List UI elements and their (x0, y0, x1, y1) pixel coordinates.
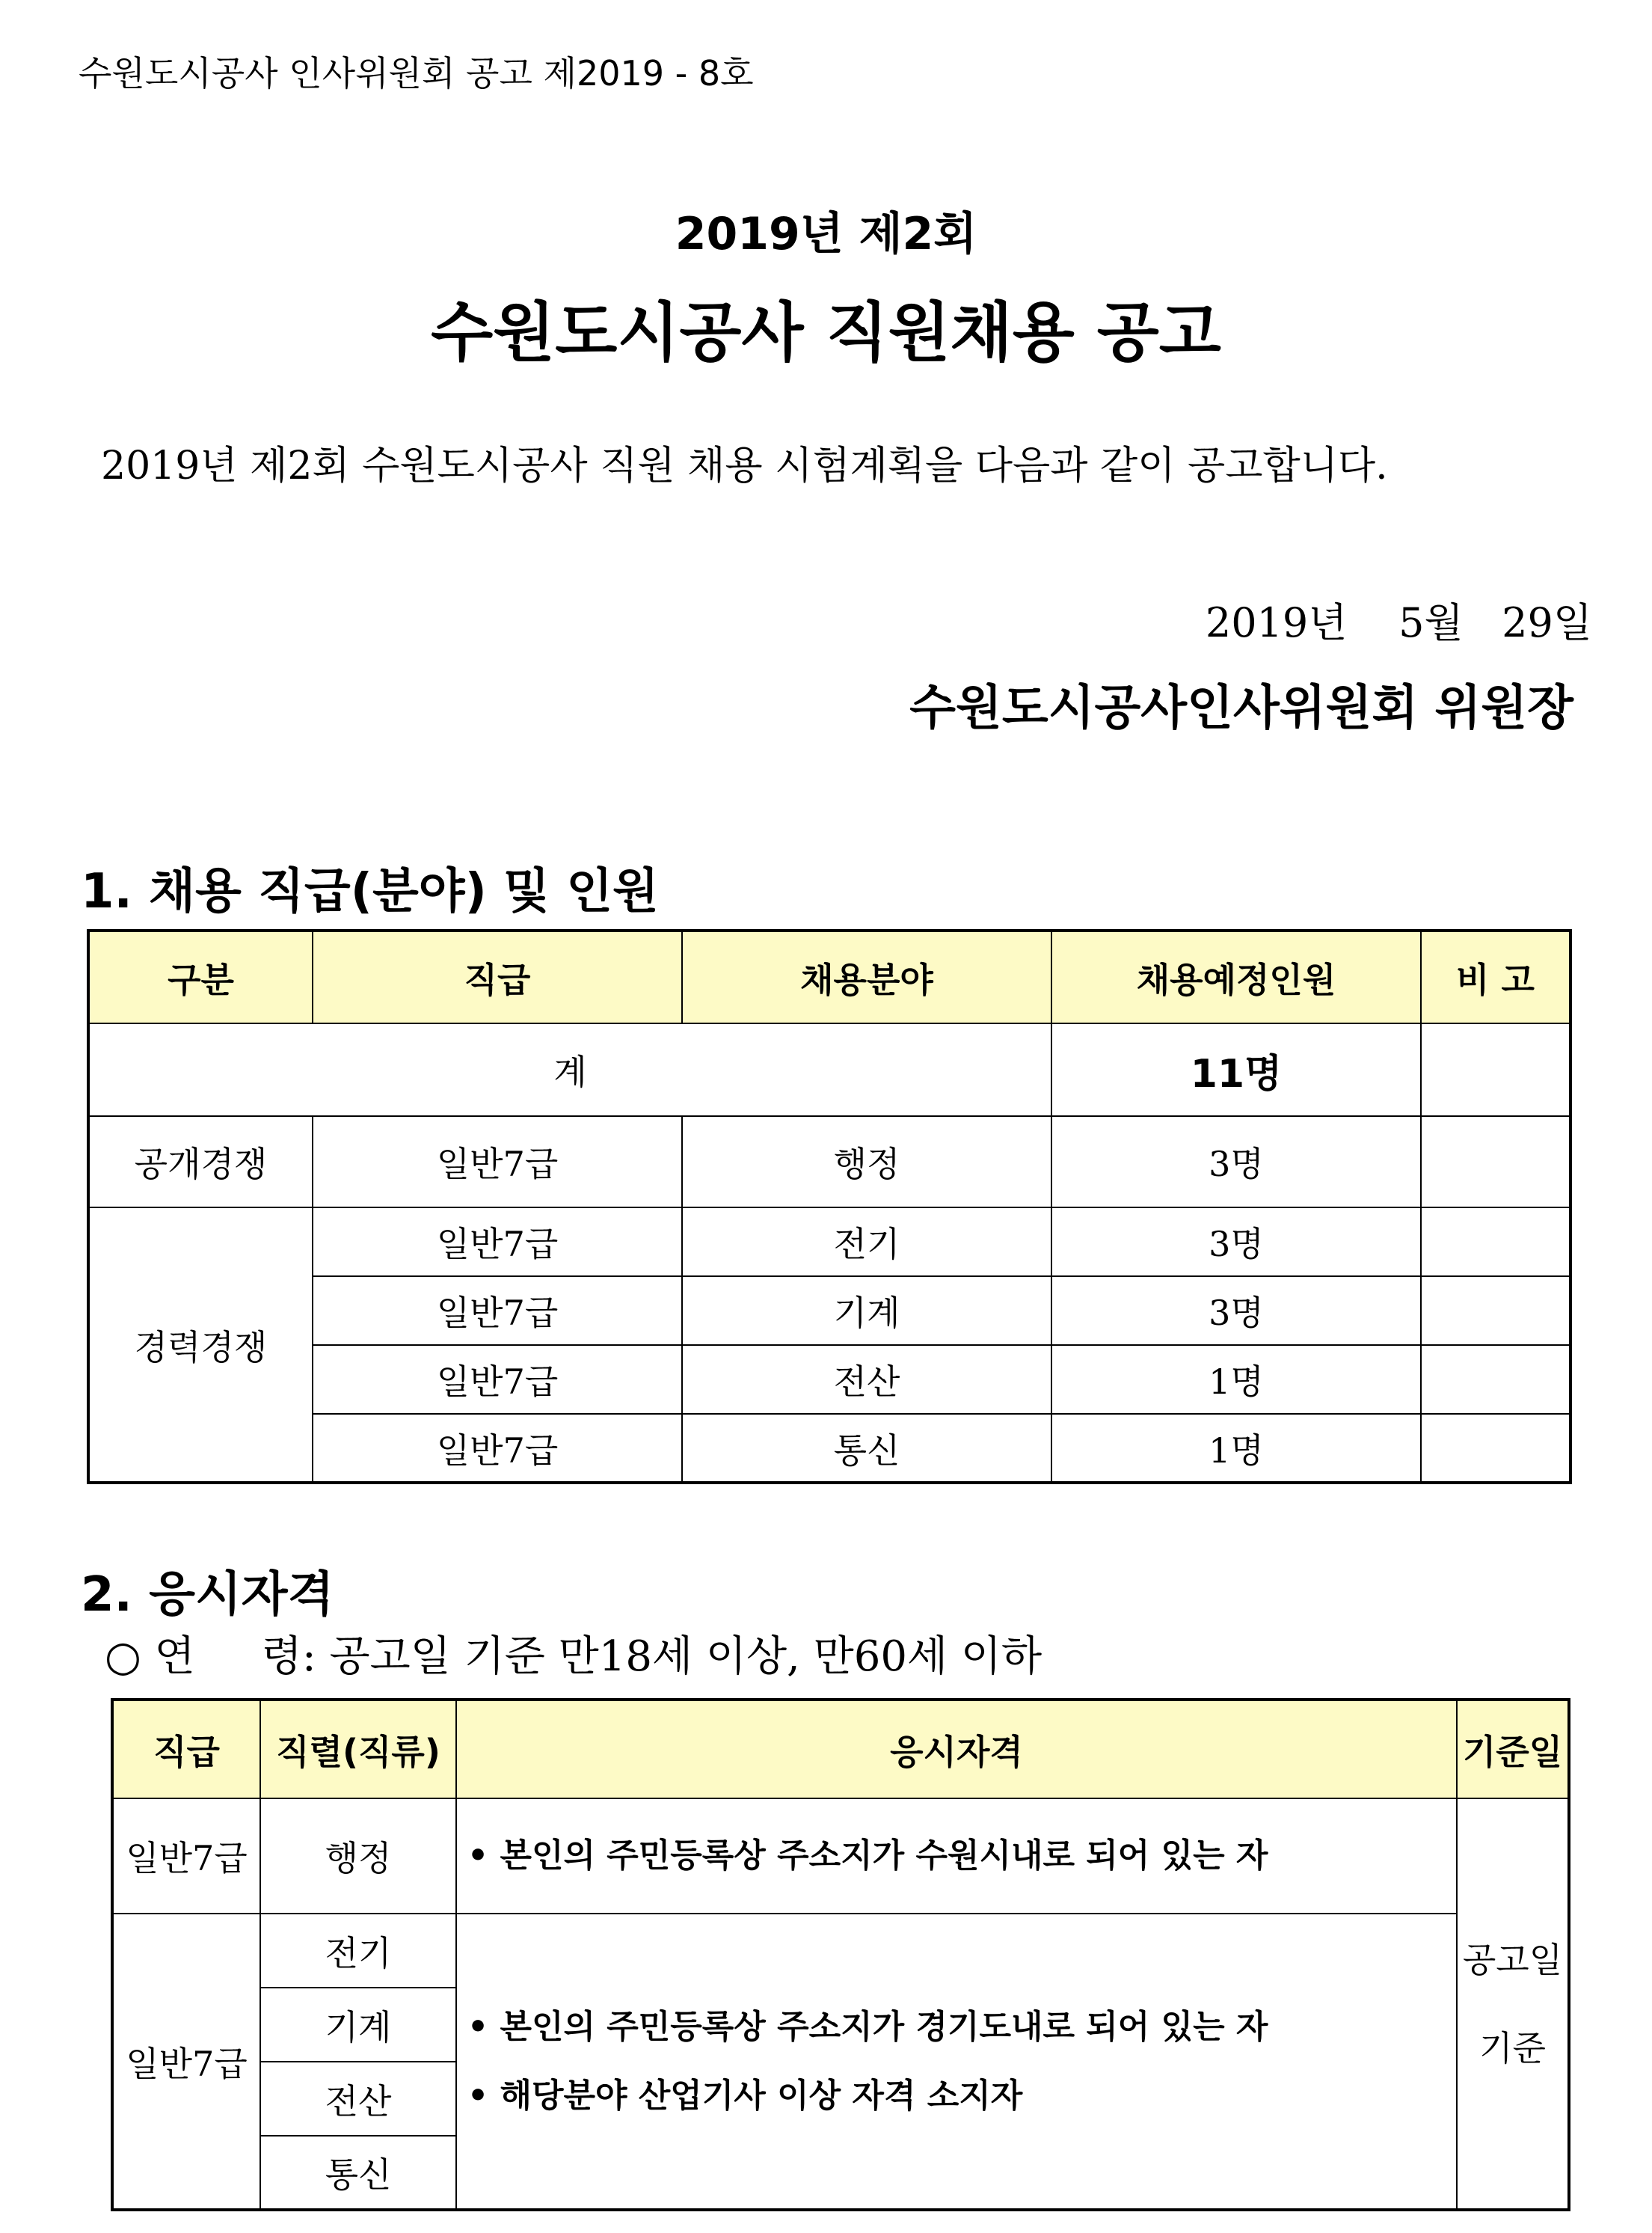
total-label: 계 (88, 1023, 1051, 1116)
table-header-row (88, 931, 1570, 1023)
field-cell: 기계 (682, 1276, 1051, 1345)
note-cell (1421, 1207, 1570, 1276)
category-career: 경력경쟁 (88, 1207, 313, 1483)
col-header: 비 고 (1421, 931, 1570, 1023)
qualification-table (111, 1698, 1570, 2211)
note-cell (1421, 1023, 1570, 1116)
grade-cell: 일반7급 (313, 1345, 682, 1414)
field-cell: 전산 (682, 1345, 1051, 1414)
base-date-cell (1457, 1798, 1569, 2210)
base-date-line: 기준 (1479, 2027, 1546, 2068)
grade-cell: 일반7급 (313, 1116, 682, 1207)
series-cell: 전기 (260, 1914, 456, 1988)
count-cell: 3명 (1051, 1207, 1421, 1276)
count-cell: 3명 (1051, 1116, 1421, 1207)
qualification-cell (456, 1914, 1457, 2210)
category-open: 공개경쟁 (88, 1116, 313, 1207)
table-row (88, 1207, 1570, 1276)
note-cell (1421, 1345, 1570, 1414)
note-cell (1421, 1276, 1570, 1345)
field-cell: 행정 (682, 1116, 1051, 1207)
intro-text: 2019년 제2회 수원도시공사 직원 채용 시험계획을 다음과 같이 공고합니다. (101, 444, 1388, 488)
field-cell: 통신 (682, 1414, 1051, 1483)
series-cell: 전산 (260, 2062, 456, 2136)
qualification-item: • 본인의 주민등록상 주소지가 경기도내로 되어 있는 자 (467, 2007, 1268, 2046)
table-row (88, 1116, 1570, 1207)
signer: 수원도시공사인사위원회 위원장 (909, 681, 1573, 736)
recruitment-table (87, 929, 1572, 1484)
col-header: 직급 (313, 931, 682, 1023)
table-row (112, 1914, 1569, 1988)
series-cell: 통신 (260, 2136, 456, 2210)
col-header: 채용예정인원 (1051, 931, 1421, 1023)
qualification-cell (456, 1798, 1457, 1914)
col-header: 구분 (88, 931, 313, 1023)
notice-reference: 수원도시공사 인사위원회 공고 제2019 - 8호 (79, 53, 754, 94)
age-requirement: ○ 연 령: 공고일 기준 만18세 이상, 만60세 이하 (105, 1632, 1043, 1681)
col-header: 직렬(직류) (260, 1700, 456, 1798)
grade-cell: 일반7급 (112, 1798, 260, 1914)
grade-cell: 일반7급 (313, 1276, 682, 1345)
series-cell: 기계 (260, 1988, 456, 2062)
col-header: 직급 (112, 1700, 260, 1798)
base-date-line: 공고일 (1462, 1939, 1563, 1980)
grade-cell: 일반7급 (112, 1914, 260, 2210)
field-cell: 전기 (682, 1207, 1051, 1276)
count-cell: 1명 (1051, 1414, 1421, 1483)
qualification-item: • 본인의 주민등록상 주소지가 수원시내로 되어 있는 자 (467, 1837, 1268, 1875)
page-title: 수원도시공사 직원채용 공고 (431, 295, 1221, 370)
grade-cell: 일반7급 (313, 1414, 682, 1483)
section1-heading: 1. 채용 직급(분야) 및 인원 (81, 864, 659, 919)
count-cell: 1명 (1051, 1345, 1421, 1414)
note-cell (1421, 1414, 1570, 1483)
section2-heading: 2. 응시자격 (81, 1567, 334, 1623)
col-header: 기준일 (1457, 1700, 1569, 1798)
total-value: 11명 (1051, 1023, 1421, 1116)
qualification-item: • 해당분야 산업기사 이상 자격 소지자 (467, 2076, 1023, 2115)
notice-date: 2019년 5월 29일 (1205, 599, 1592, 646)
col-header: 응시자격 (456, 1700, 1457, 1798)
table-header-row (112, 1700, 1569, 1798)
note-cell (1421, 1116, 1570, 1207)
series-cell: 행정 (260, 1798, 456, 1914)
col-header: 채용분야 (682, 931, 1051, 1023)
total-row (88, 1023, 1570, 1116)
notice-subtitle: 2019년 제2회 (675, 208, 977, 260)
table-row (112, 1798, 1569, 1914)
count-cell: 3명 (1051, 1276, 1421, 1345)
grade-cell: 일반7급 (313, 1207, 682, 1276)
